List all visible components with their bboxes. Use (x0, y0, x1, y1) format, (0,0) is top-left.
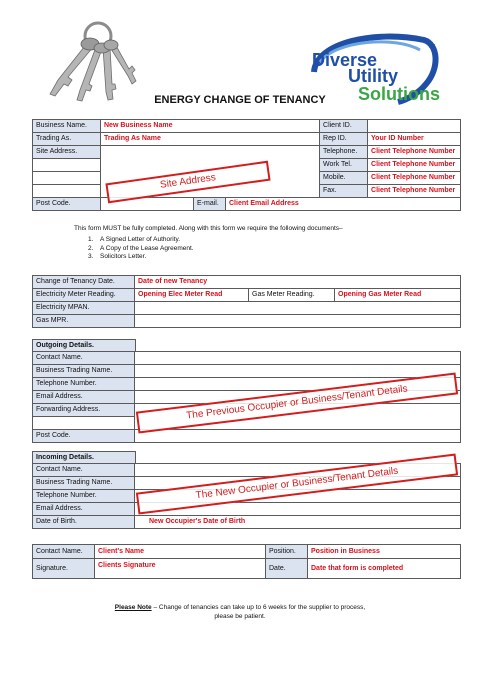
incoming-trading-name-label: Business Trading Name. (33, 477, 135, 490)
signature-field[interactable]: Clients Signature (95, 559, 266, 579)
gas-read-field[interactable]: Opening Gas Meter Read (335, 289, 461, 302)
page-title: ENERGY CHANGE OF TENANCY (154, 94, 326, 106)
position-field[interactable]: Position in Business (308, 545, 461, 559)
footer-note-text-2: please be patient. (214, 613, 266, 620)
email-label: E-mail. (194, 198, 226, 211)
business-name-field[interactable]: New Business Name (101, 120, 320, 133)
outgoing-telephone-label: Telephone Number. (33, 378, 135, 391)
keys-image (28, 14, 138, 104)
elec-read-label: Electricity Meter Reading. (33, 289, 135, 302)
work-tel-label: Work Tel. (320, 159, 368, 172)
outgoing-post-code-field[interactable] (135, 430, 461, 443)
dob-field[interactable]: New Occupier's Date of Birth (135, 516, 461, 529)
rep-id-field[interactable]: Your ID Number (368, 133, 461, 146)
rep-id-label: Rep ID. (320, 133, 368, 146)
fax-field[interactable]: Client Telephone Number (368, 185, 461, 198)
site-address-label: Site Address. (33, 146, 101, 159)
list-item: 3. Solicitors Letter. (88, 253, 147, 260)
logo-trademark: TM (428, 44, 436, 50)
client-id-label: Client ID. (320, 120, 368, 133)
cot-date-field[interactable]: Date of new Tenancy (135, 276, 461, 289)
signoff-table (32, 544, 461, 579)
outgoing-email-label: Email Address. (33, 391, 135, 404)
outgoing-trading-name-label: Business Trading Name. (33, 365, 135, 378)
site-address-extra-1 (33, 159, 101, 172)
business-name-label: Business Name. (33, 120, 101, 133)
mpan-label: Electricity MPAN. (33, 302, 135, 315)
trading-as-label: Trading As. (33, 133, 101, 146)
date-label: Date. (266, 559, 308, 579)
signature-label: Signature. (33, 559, 95, 579)
meter-details-table (32, 275, 461, 328)
site-address-stamp: Site Address (105, 161, 270, 204)
telephone-label: Telephone. (320, 146, 368, 159)
mpr-field[interactable] (135, 315, 461, 328)
outgoing-contact-label: Contact Name. (33, 352, 135, 365)
mpan-field[interactable] (135, 302, 461, 315)
position-label: Position. (266, 545, 308, 559)
footer-note-label: Please Note (114, 604, 152, 611)
incoming-email-label: Email Address. (33, 503, 135, 516)
incoming-contact-label: Contact Name. (33, 464, 135, 477)
cot-date-label: Change of Tenancy Date. (33, 276, 135, 289)
outgoing-stamp: The Previous Occupier or Business/Tenant Details (136, 372, 458, 433)
signoff-contact-field[interactable]: Client's Name (95, 545, 266, 559)
forwarding-address-label: Forwarding Address. (33, 404, 135, 417)
outgoing-section-title: Outgoing Details. (32, 339, 136, 352)
dob-label: Date of Birth. (33, 516, 135, 529)
client-id-field[interactable] (368, 120, 461, 133)
gas-read-label: Gas Meter Reading. (249, 289, 335, 302)
logo-word-solutions: Solutions (358, 84, 440, 104)
post-code-label: Post Code. (33, 198, 101, 211)
instructions-intro: This form MUST be fully completed. Along with this form we require the following documents– (74, 225, 343, 232)
site-address-extra-3 (33, 185, 101, 198)
elec-read-field[interactable]: Opening Elec Meter Read (135, 289, 249, 302)
trading-as-field[interactable]: Trading As Name (101, 133, 320, 146)
required-documents-list (88, 236, 194, 262)
signoff-contact-label: Contact Name. (33, 545, 95, 559)
fax-label: Fax. (320, 185, 368, 198)
mobile-field[interactable]: Client Telephone Number (368, 172, 461, 185)
outgoing-post-code-label: Post Code. (33, 430, 135, 443)
outgoing-contact-field[interactable] (135, 352, 461, 365)
forwarding-address-extra (33, 417, 135, 430)
incoming-section-title: Incoming Details. (32, 451, 136, 464)
incoming-stamp: The New Occupier or Business/Tenant Details (136, 453, 458, 514)
logo-word-diverse: Diverse (312, 50, 378, 70)
outgoing-trading-name-field[interactable] (135, 365, 461, 378)
footer-note (0, 603, 480, 621)
mobile-label: Mobile. (320, 172, 368, 185)
work-tel-field[interactable]: Client Telephone Number (368, 159, 461, 172)
mpr-label: Gas MPR. (33, 315, 135, 328)
telephone-field[interactable]: Client Telephone Number (368, 146, 461, 159)
footer-note-text: – Change of tenancies can take up to 6 weeks for the supplier to process, (151, 604, 366, 611)
list-item: 1. A Signed Letter of Authority. (88, 236, 181, 243)
list-item: 2. A Copy of the Lease Agreement. (88, 244, 194, 252)
email-field[interactable]: Client Email Address (226, 198, 461, 211)
logo-word-utility: Utility (348, 66, 399, 86)
incoming-telephone-label: Telephone Number. (33, 490, 135, 503)
date-field[interactable]: Date that form is completed (308, 559, 461, 579)
site-address-extra-2 (33, 172, 101, 185)
